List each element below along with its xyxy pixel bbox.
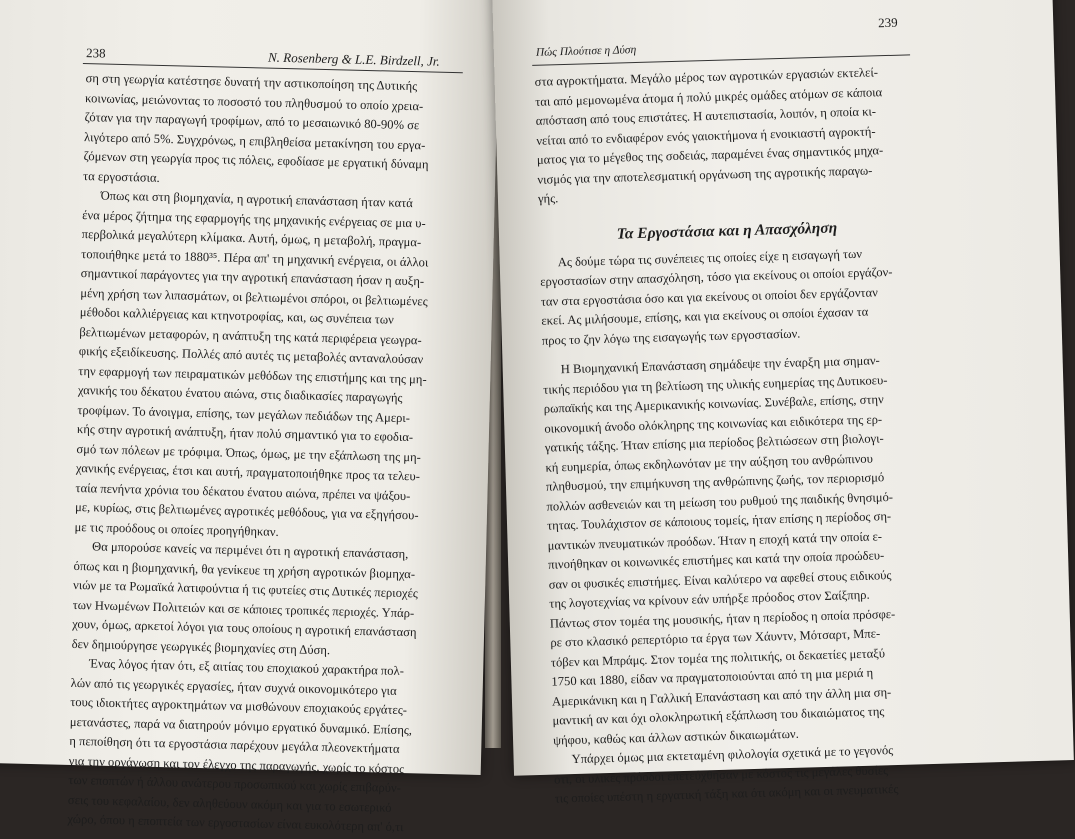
text-line: κή ευημερία, όπως εκδηλωνόταν με την αύξηση του ανθρώπινου <box>545 451 874 475</box>
text-line: φικής εξειδίκευσης. Πολλές από αυτές τις μεταβολές ανταναλούσαν <box>78 344 424 367</box>
text-line: κής στην αγροτική ανάπτυξη, ήταν πολύ σημαντικό για το εφοδια- <box>76 421 414 445</box>
text-line: πολλών ασθενειών και τη μείωση του ρυθμού της παιδικής θνησιμό- <box>546 489 894 514</box>
text-line: γατικής τάξης. Ήταν επίσης μια περίοδος βελτιώσεων στη βιολογι- <box>544 431 884 455</box>
section-heading: Τα Εργοστάσια και η Απασχόληση <box>616 218 838 243</box>
running-head: Πώς Πλούτισε η Δύση <box>535 44 637 59</box>
text-line: σεις του κεφαλαίου, δεν αληθεύουν ακόμη και για το εσωτερικό <box>67 792 392 815</box>
text-line: πινοήθηκαν οι κοινωνικές επιστήμες και κατά την οποία προώδευ- <box>547 548 885 572</box>
text-line: κοινωνίας, μειώνοντας το ποσοστό του πληθυσμού το οποίο χρεια- <box>84 90 424 113</box>
text-line: οικονομική άνοδο ολόκληρης της κοινωνίας και ειδικότερα της ερ- <box>544 411 883 436</box>
right-body-text <box>534 62 930 809</box>
text-line: των Ηνωμένων Πολιτειών και σε κάποιες τροπικές περιοχές. Υπάρ- <box>72 597 415 620</box>
text-line: ένα μέρος ζήτημα της εφαρμογής της μηχανικής ενέργειας σε μια υ- <box>82 207 426 230</box>
text-line: γής. <box>537 191 559 206</box>
text-line: μέθοδοι καλλιέργειας και κτηνοτροφίας, και, ως συνέπεια των <box>79 305 394 327</box>
text-line: Ας δούμε τώρα τις συνέπειες τις οποίες είχε η εισαγωγή των <box>557 246 863 269</box>
text-line: 1750 και 1880, είδαν να πραγματοποιούνται από τη μια μεριά η <box>551 665 874 689</box>
text-line: τροφίμων. Το άνοιγμα, επίσης, των μεγάλων πεδιάδων της Αμερι- <box>77 402 411 425</box>
text-line: ζόμενων στη γεωργία προς τις πόλεις, εφοδίασε με εργατική δύναμη <box>83 149 429 172</box>
text-line: δεν δημιούργησε γεωργικές βιομηχανίες στη Δύση. <box>71 636 331 657</box>
text-line: ταν στα εργοστάσια όσο και για εκείνους οι οποίοι δεν εργάζονταν <box>540 284 878 309</box>
text-line: ζόταν για την παραγωγή τροφίμων, από το μεσαιωνικό 80-90% σε <box>84 110 420 133</box>
text-line: νιών με τα Ρωμαϊκά λατιφούντια ή τις φυτείες στις Δυτικές περιοχές <box>72 577 419 601</box>
text-line: χουν, όμως, αρκετοί λόγοι για τους οποίους η αγροτική επανάσταση <box>72 616 417 640</box>
text-line: Όπως και στη βιομηχανία, η αγροτική επανάσταση ήταν κατά <box>100 188 414 211</box>
text-line: τοποιήθηκε μετά το 1880³⁵. Πέρα απ' τη μηχανική ενέργεια, οι άλλοι <box>81 246 429 270</box>
text-line: τις οποίες υπέστη η εργατική τάξη και ότι ακόμη και οι πνευματικές <box>554 781 899 806</box>
text-line: λιγότερο από 5%. Συγχρόνως, η επιβληθείσα μετακίνηση του εργα- <box>83 129 426 152</box>
text-line: ταία πενήντα χρόνια του δέκατου ένατου αιώνα, πρέπει να ψάξου- <box>75 480 411 503</box>
text-line: μαντική αν και όχι ολοκληρωτική εξάπλωση του δικαιώματος της <box>552 704 885 728</box>
text-line: Θα μπορούσε κανείς να περιμένει ότι η αγροτική επανάσταση, <box>91 539 409 562</box>
text-line: ματος για το μέγεθος της σοδειάς, παραμένει ένας σημαντικός μηχα- <box>536 143 884 167</box>
text-line: Ένας λόγος ήταν ότι, εξ αιτίας του εποχιακού χαρακτήρα πολ- <box>89 656 405 679</box>
left-body-text <box>67 69 463 839</box>
text-line: εργοστασίων στην απασχόληση, τόσο για εκείνους οι οποίοι εργάζον- <box>540 264 893 289</box>
text-line: την εφαρμογή των πειραματικών μεθόδων της επιστήμης και της μη- <box>78 363 427 387</box>
text-line: σμό των πόλεων με τρόφιμα. Όπως, όμως, με την εξάπλωση της μη- <box>76 441 422 464</box>
text-line: τόβεν και Μπράμς. Στον τομέα της πολιτικής, οι δεκαετίες μεταξύ <box>550 645 886 670</box>
text-line: μαντικών πνευματικών προόδων. Ήταν η εποχή κατά την οποία ε- <box>547 528 883 553</box>
text-line: της λογοτεχνίας να κρίνουν εάν υπήρξε πρόοδος στον Σαίξπηρ. <box>549 587 870 611</box>
text-line: μετανάστες, παρά να διατηρούν μόνιμο εργατικό δυναμικό. Επίσης, <box>69 714 413 737</box>
text-line: πληθυσμού, την επιμήκυνση της ανθρώπινης ζωής, τον περιορισμό <box>545 470 885 494</box>
text-line: Υπάρχει όμως μια εκτεταμένη φιλολογία σχετικά με το γεγονός <box>571 743 894 767</box>
text-line: Πάντως στον τομέα της μουσικής, ήταν η περίοδος η οποία πρόσφε- <box>549 606 896 631</box>
text-line: σημαντικοί παράγοντες για την αγροτική επανάσταση ήσαν η αυξη- <box>80 266 425 289</box>
text-line: με τις προόδους οι οποίες προηγήθηκαν. <box>74 519 279 539</box>
text-line: χανικής ενέργειας, έτσι και αυτή, πραγματοποιήθηκε προς τα τελευ- <box>75 460 421 484</box>
text-line: ρε στο κλασικό ρεπερτόριο τα έργα των Χάυντν, Μότσαρτ, Μπε- <box>550 626 881 650</box>
page-number: 238 <box>85 45 106 61</box>
text-line: μένη χρήση των λιπασμάτων, οι βελτιωμένοι σπόροι, οι βελτιωμένες <box>80 285 428 309</box>
text-line: προς το ζην λόγω της εισαγωγής των εργοστασίων. <box>541 326 801 348</box>
text-line: όπως και η βιομηχανική, θα γενίκευε τη χρήση αγροτικών βιομηχα- <box>73 558 416 581</box>
text-line: νισμός για την αποτελεσματική οργάνωση της αγροτικής παραγω- <box>537 162 873 187</box>
text-line: ψήφου, καθώς και άλλων αστικών δικαιωμάτων. <box>552 726 799 748</box>
text-line: νείται από το ενδιαφέρον ενός γαιοκτήμονα ή ενοικιαστή αγροκτή- <box>536 123 876 148</box>
text-line: χώρο, όπου η εποπτεία των εργοστασίων είναι ευκολότερη απ' ό,τι <box>67 811 404 835</box>
text-line: βελτιωμένων μεταφορών, η ανάπτυξη της κατά περιφέρεια γεωγρα- <box>79 324 422 347</box>
text-line: εκεί. Ας μιλήσουμε, επίσης, και για εκείνους οι οποίοι έχασαν τα <box>541 304 869 328</box>
text-line: για την οργάνωση και τον έλεγχο της παραγωγής, χωρίς το κόστος <box>68 753 405 776</box>
text-line: περβολικά μεγαλύτερη κλίμακα. Αυτή, όμως, η μεταβολή, πραγμα- <box>81 227 422 250</box>
text-line: η πεποίθηση ότι τα εργοστάσια παρέχουν μεγάλα πλεονεκτήματα <box>69 733 400 756</box>
text-line: τα εργοστάσια. <box>82 168 160 185</box>
text-line: των εποπτών ή άλλου ανώτερου προσωπικού και χωρίς επιβαρύν- <box>68 772 402 795</box>
text-line: απόσταση από τους επιστάτες. Η αυτεπιστασία, λοιπόν, η οποία κι- <box>535 104 877 128</box>
text-line: στα αγροκτήματα. Μεγάλο μέρος των αγροτικών εργασιών εκτελεί- <box>534 65 879 89</box>
right-page <box>492 0 1074 806</box>
text-line: σαν οι φυσικές επιστήμες. Είναι καλύτερο να αφεθεί στους ειδικούς <box>548 567 892 592</box>
text-line: με, κυρίως, στις βελτιωμένες αγροτικές μεθόδους, για να εξηγήσου- <box>74 499 419 523</box>
text-line: λών από τις γεωργικές εργασίες, ήταν συχνά οικονομικότερο για <box>70 675 397 698</box>
text-line: ται από μεμονωμένα άτομα ή πολύ μικρές ομάδες ατόμων σε κάποια <box>535 84 883 109</box>
text-line: ρωπαϊκής και της Αμερικανικής κοινωνίας. Συνέβαλε, επίσης, στην <box>543 392 884 416</box>
left-page <box>0 0 500 835</box>
text-line: ότι, οι υλικές πρόοδοι επετεύχθησαν με κόστος τις μεγάλες θυσίες <box>553 762 889 787</box>
text-line: τους ιδιοκτήτες αγροκτημάτων να μισθώνουν εποχιακούς εργάτες- <box>70 694 408 718</box>
running-head: N. Rosenberg & L.E. Birdzell, Jr. <box>267 49 440 69</box>
text-line: χανικής του δέκατου ένατου αιώνα, στις διαδικασίες παραγωγής <box>77 382 403 405</box>
text-line: τητας. Τουλάχιστον σε κάποιους τομείς, ήταν επίσης η περίοδος ση- <box>546 509 892 533</box>
text-line: ση στη γεωργία κατέστησε δυνατή την αστικοποίηση της Δυτικής <box>85 71 418 94</box>
text-line: Αμερικάνικη και η Γαλλική Επανάσταση και από την άλλη μια ση- <box>551 684 892 709</box>
text-line: Η Βιομηχανική Επανάσταση σημάδεψε την έναρξη μια σημαν- <box>560 353 880 377</box>
text-line: τικής περιόδου για τη βελτίωση της υλικής ευημερίας της Δυτικοευ- <box>543 372 888 397</box>
page-number: 239 <box>877 14 898 31</box>
